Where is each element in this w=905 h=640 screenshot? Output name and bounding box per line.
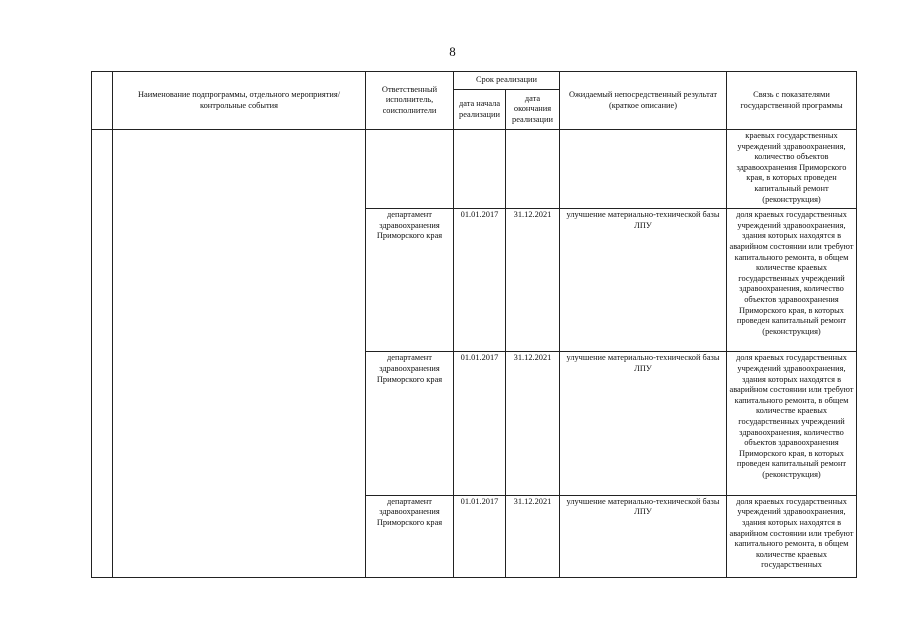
responsible-cell bbox=[366, 130, 454, 209]
start-date-cell: 01.01.2017 bbox=[454, 352, 506, 495]
end-date-cell: 31.12.2021 bbox=[506, 495, 560, 577]
start-date-cell: 01.01.2017 bbox=[454, 209, 506, 352]
responsible-cell: департамент здравоохранения Приморского края bbox=[366, 352, 454, 495]
link-cell: доля краевых государственных учреждений здравоохранения, здания которых находятся в аварийном состоянии или требуют капитального ремонта, в общем количестве краевых государственных учреждений здравоохранения, количество объектов здравоохранения Приморского края, в которых проведен капитальный ремонт (реконструкция) bbox=[727, 209, 857, 352]
header-period: Срок реализации bbox=[454, 72, 560, 90]
header-start: дата начала реализации bbox=[454, 90, 506, 130]
result-cell: улучшение материально-технической базы ЛПУ bbox=[560, 209, 727, 352]
result-cell: улучшение материально-технической базы ЛПУ bbox=[560, 495, 727, 577]
page-number: 8 bbox=[449, 44, 456, 59]
table-row bbox=[92, 130, 857, 209]
header-result: Ожидаемый непосредственный результат (краткое описание) bbox=[560, 72, 727, 130]
program-table bbox=[91, 71, 857, 578]
number-cell bbox=[92, 130, 113, 578]
header-responsible: Ответственный исполнитель, соисполнители bbox=[366, 72, 454, 130]
header-number-cell bbox=[92, 72, 113, 130]
responsible-cell: департамент здравоохранения Приморского края bbox=[366, 495, 454, 577]
name-cell bbox=[113, 130, 366, 578]
header-end: дата окончания реализации bbox=[506, 90, 560, 130]
end-date-cell bbox=[506, 130, 560, 209]
link-cell: краевых государственных учреждений здравоохранения, количество объектов здравоохранения Приморского края, в которых проведен капитальный ремонт (реконструкция) bbox=[727, 130, 857, 209]
end-date-cell: 31.12.2021 bbox=[506, 209, 560, 352]
header-link: Связь с показателями государственной программы bbox=[727, 72, 857, 130]
end-date-cell: 31.12.2021 bbox=[506, 352, 560, 495]
result-cell bbox=[560, 130, 727, 209]
start-date-cell: 01.01.2017 bbox=[454, 495, 506, 577]
result-cell: улучшение материально-технической базы ЛПУ bbox=[560, 352, 727, 495]
link-cell: доля краевых государственных учреждений здравоохранения, здания которых находятся в аварийном состоянии или требуют капитального ремонта, в общем количестве краевых государственных bbox=[727, 495, 857, 577]
responsible-cell: департамент здравоохранения Приморского края bbox=[366, 209, 454, 352]
start-date-cell bbox=[454, 130, 506, 209]
link-cell: доля краевых государственных учреждений здравоохранения, здания которых находятся в аварийном состоянии или требуют капитального ремонта, в общем количестве краевых государственных учреждений здравоохранения, количество объектов здравоохранения Приморского края, в которых проведен капитальный ремонт (реконструкция) bbox=[727, 352, 857, 495]
header-name: Наименование подпрограммы, отдельного мероприятия/контрольные события bbox=[113, 72, 366, 130]
